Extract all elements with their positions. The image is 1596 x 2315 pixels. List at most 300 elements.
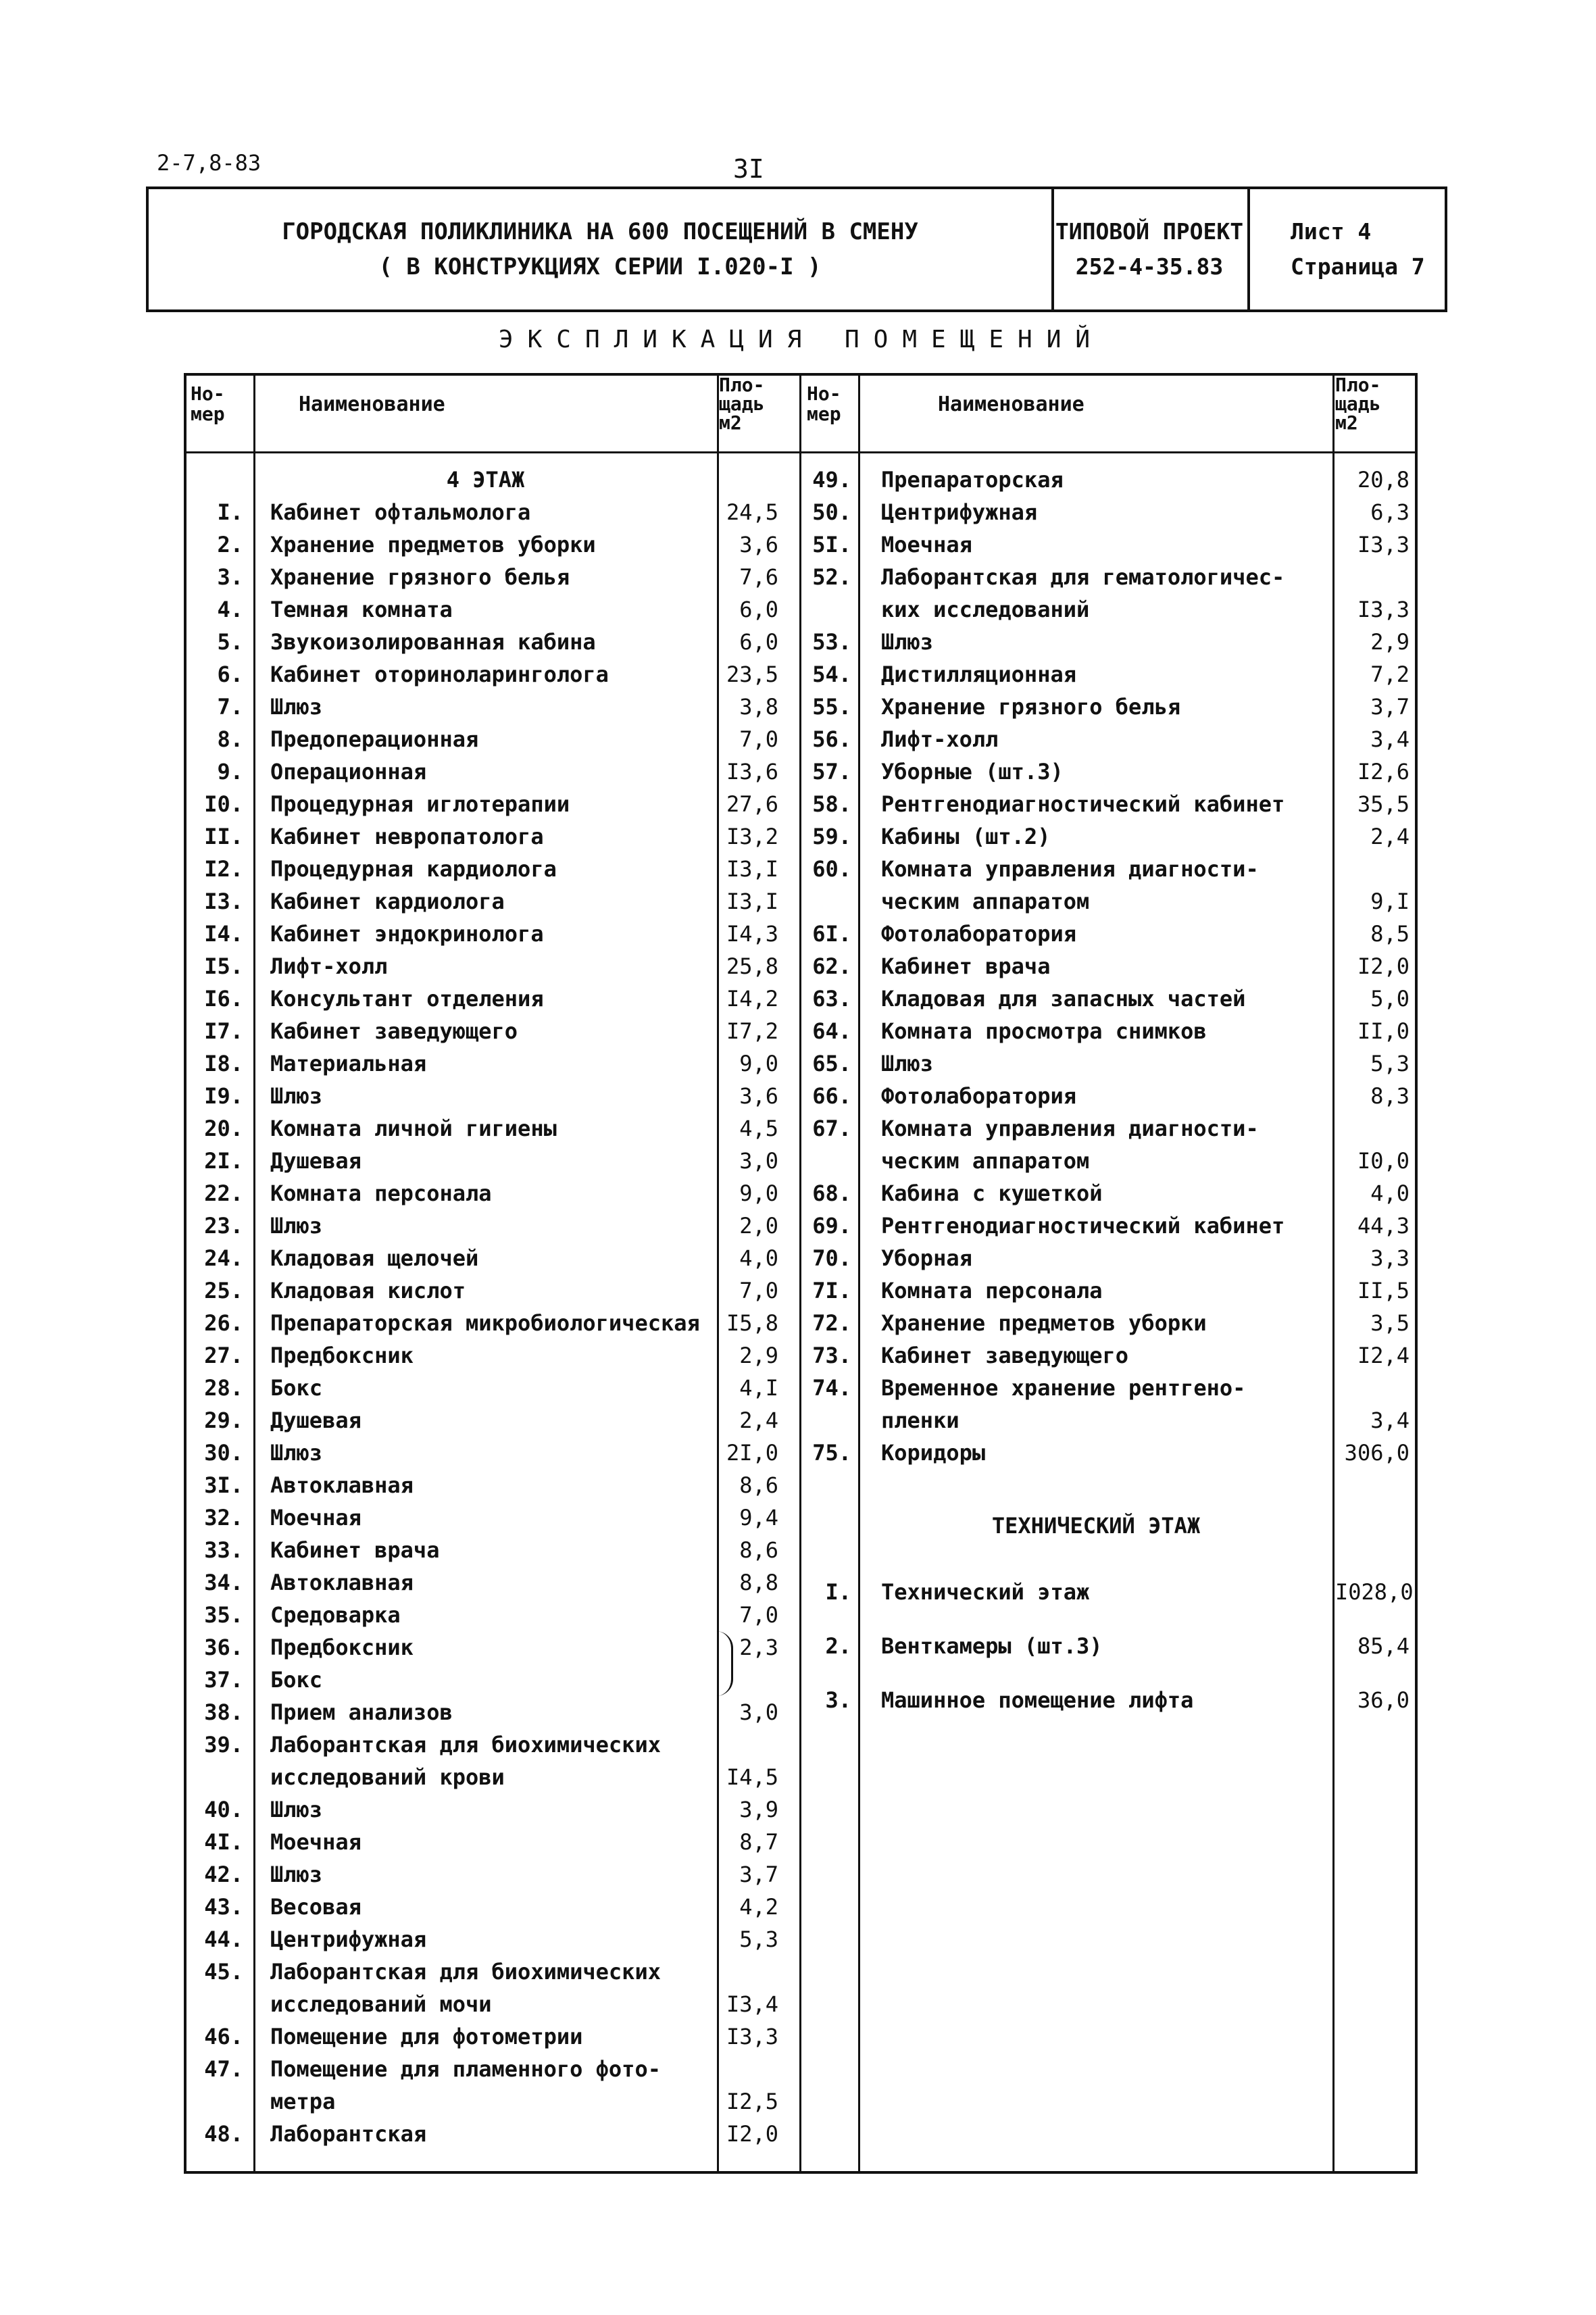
room-name: Бокс — [270, 1667, 323, 1693]
room-area: 9,4 — [739, 1505, 778, 1530]
table-row — [186, 885, 1415, 918]
header-num: Но- мер — [191, 382, 225, 425]
table-row — [186, 755, 1415, 788]
room-area: I3,3 — [1357, 532, 1410, 557]
room-number: I8. — [204, 1051, 243, 1076]
room-number: 75. — [812, 1440, 851, 1466]
table-row — [186, 2118, 1415, 2150]
room-area: I3,I — [726, 889, 778, 914]
room-number: I3. — [204, 889, 243, 914]
room-number: 55. — [812, 694, 851, 720]
room-area: 4,2 — [739, 1894, 778, 1920]
room-name: Звукоизолированная кабина — [270, 629, 596, 655]
room-name: Кабинет заведующего — [881, 1343, 1129, 1368]
room-number: 74. — [812, 1375, 851, 1401]
room-area: 9,I — [1370, 889, 1410, 914]
room-area: I2,5 — [726, 2089, 778, 2114]
document-title: ЭКСПЛИКАЦИЯ ПОМЕЩЕНИЙ — [498, 326, 1105, 353]
room-number: 68. — [812, 1180, 851, 1206]
room-name: Шлюз — [270, 1083, 323, 1109]
room-area: 7,0 — [739, 1278, 778, 1303]
room-area: 306,0 — [1344, 1440, 1410, 1466]
table-row — [186, 1728, 1415, 1790]
table-row — [186, 464, 1415, 496]
room-number: 24. — [204, 1245, 243, 1271]
table-row — [186, 1469, 1415, 1501]
room-name-cont: ческим аппаратом — [881, 889, 1090, 914]
header-name: Наименование — [938, 393, 1084, 416]
room-number: 53. — [812, 629, 851, 655]
room-number: 22. — [204, 1180, 243, 1206]
room-area: 6,0 — [739, 629, 778, 655]
room-area: I4,3 — [726, 921, 778, 947]
project-code-cell — [1051, 189, 1250, 309]
room-number: 57. — [812, 759, 851, 785]
room-area: I028,0 — [1335, 1579, 1414, 1605]
room-number: 4. — [217, 597, 243, 622]
room-number: I7. — [204, 1018, 243, 1044]
table-row — [186, 658, 1415, 691]
room-area: 23,5 — [726, 662, 778, 687]
room-name: Моечная — [881, 532, 972, 557]
rooms-table — [184, 373, 1418, 2174]
table-row — [186, 1047, 1415, 1080]
room-name: Хранение грязного белья — [270, 564, 570, 590]
room-name: Лаборантская для биохимических — [270, 1959, 661, 1985]
project-title-line2: ( В КОНСТРУКЦИЯХ СЕРИИ I.020-I ) — [378, 253, 822, 280]
room-name: Кабинет кардиолога — [270, 889, 505, 914]
room-area: 8,8 — [739, 1570, 778, 1595]
room-number: 36. — [204, 1635, 243, 1660]
room-area: 36,0 — [1357, 1687, 1410, 1713]
room-name: Фотолаборатория — [881, 1083, 1076, 1109]
room-name-cont: исследований мочи — [270, 1991, 492, 2017]
room-area: 8,7 — [739, 1829, 778, 1855]
room-area: 2,4 — [739, 1408, 778, 1433]
room-name: Кабинет заведующего — [270, 1018, 518, 1044]
room-name: Шлюз — [881, 629, 934, 655]
room-area: I2,0 — [726, 2121, 778, 2147]
room-number: 7I. — [812, 1278, 851, 1303]
room-area: 3,7 — [1370, 694, 1410, 720]
header-area: Пло- щадь м2 — [719, 374, 765, 434]
room-area: I3,3 — [726, 2024, 778, 2049]
room-area: 3,7 — [739, 1862, 778, 1887]
table-row — [186, 723, 1415, 755]
room-area: 85,4 — [1357, 1633, 1410, 1659]
room-number: I. — [217, 499, 243, 525]
room-number: 7. — [217, 694, 243, 720]
room-name: Душевая — [270, 1408, 361, 1433]
room-number: 56. — [812, 726, 851, 752]
room-number: 5. — [217, 629, 243, 655]
table-row — [186, 1339, 1415, 1372]
table-row — [186, 1576, 1415, 1608]
table-row — [186, 1858, 1415, 1891]
sheet-cell — [1250, 189, 1445, 309]
room-name: Машинное помещение лифта — [881, 1687, 1194, 1713]
room-number: 63. — [812, 986, 851, 1012]
room-number: 60. — [812, 856, 851, 882]
room-number: 52. — [812, 564, 851, 590]
table-row — [186, 1015, 1415, 1047]
room-name: Кабинет врача — [270, 1537, 440, 1563]
room-area: I3,I — [726, 856, 778, 882]
room-number: 73. — [812, 1343, 851, 1368]
room-number: I5. — [204, 953, 243, 979]
room-name: Кладовая щелочей — [270, 1245, 479, 1271]
section-heading-technical-floor: ТЕХНИЧЕСКИЙ ЭТАЖ — [991, 1513, 1201, 1539]
room-area: I4,5 — [726, 1764, 778, 1790]
room-number: 3I. — [204, 1472, 243, 1498]
room-number: 5I. — [812, 532, 851, 557]
room-number: 9. — [217, 759, 243, 785]
room-number: I9. — [204, 1083, 243, 1109]
room-area: I0,0 — [1357, 1148, 1410, 1174]
room-number: 25. — [204, 1278, 243, 1303]
room-number: 8. — [217, 726, 243, 752]
room-area: 2,9 — [1370, 629, 1410, 655]
room-number: 48. — [204, 2121, 243, 2147]
room-area: 3,3 — [1370, 1245, 1410, 1271]
room-area: 3,6 — [739, 1083, 778, 1109]
room-name: Предбоксник — [270, 1635, 414, 1660]
room-area: 4,I — [739, 1375, 778, 1401]
room-number: 66. — [812, 1083, 851, 1109]
room-name: Комната управления диагности- — [881, 856, 1259, 882]
page-number: 3I — [733, 154, 764, 184]
room-number: I2. — [204, 856, 243, 882]
room-number: 67. — [812, 1116, 851, 1141]
room-name: Прием анализов — [270, 1699, 453, 1725]
table-row — [186, 918, 1415, 950]
room-area: 6,3 — [1370, 499, 1410, 525]
room-name: Операционная — [270, 759, 427, 785]
room-name: Шлюз — [270, 1862, 323, 1887]
room-name: Уборная — [881, 1245, 972, 1271]
room-name: Материальная — [270, 1051, 427, 1076]
room-number: 45. — [204, 1959, 243, 1985]
room-name: Весовая — [270, 1894, 361, 1920]
room-name: Временное хранение рентгено- — [881, 1375, 1246, 1401]
room-area: 4,0 — [1370, 1180, 1410, 1206]
room-number: I. — [825, 1579, 851, 1605]
room-name: Кабинет врача — [881, 953, 1051, 979]
room-name-cont: метра — [270, 2089, 336, 2114]
room-area: 3,0 — [739, 1699, 778, 1725]
page-label: Страница 7 — [1291, 253, 1425, 280]
room-name: Хранение предметов уборки — [270, 532, 596, 557]
room-name: Кладовая для запасных частей — [881, 986, 1246, 1012]
room-name-cont: ческим аппаратом — [881, 1148, 1090, 1174]
room-area: 4,5 — [739, 1116, 778, 1141]
room-number: I0. — [204, 791, 243, 817]
room-number: I4. — [204, 921, 243, 947]
room-name: Кладовая кислот — [270, 1278, 466, 1303]
room-name: Лифт-холл — [270, 953, 388, 979]
room-number: 34. — [204, 1570, 243, 1595]
room-number: 35. — [204, 1602, 243, 1628]
room-name: Комната персонала — [270, 1180, 492, 1206]
room-area: 3,4 — [1370, 1408, 1410, 1433]
room-area: 3,9 — [739, 1797, 778, 1822]
room-name: Рентгенодиагностический кабинет — [881, 1213, 1285, 1239]
room-number: 49. — [812, 467, 851, 493]
room-area: I2,6 — [1357, 759, 1410, 785]
room-name: Душевая — [270, 1148, 361, 1174]
room-area: 2,9 — [739, 1343, 778, 1368]
room-number: 2. — [825, 1633, 851, 1659]
room-area: 3,5 — [1370, 1310, 1410, 1336]
room-name: Процедурная кардиолога — [270, 856, 557, 882]
room-area: I2,0 — [1357, 953, 1410, 979]
room-number: 59. — [812, 824, 851, 849]
room-name: Центрифужная — [270, 1926, 427, 1952]
room-name: Хранение грязного белья — [881, 694, 1181, 720]
room-area: 8,6 — [739, 1537, 778, 1563]
room-number: 38. — [204, 1699, 243, 1725]
room-name: Автоклавная — [270, 1472, 414, 1498]
table-row — [186, 2020, 1415, 2053]
room-name: Технический этаж — [881, 1579, 1090, 1605]
room-number: 43. — [204, 1894, 243, 1920]
room-name: Кабинет оториноларинголога — [270, 662, 609, 687]
room-area: 7,2 — [1370, 662, 1410, 687]
room-number: 39. — [204, 1732, 243, 1758]
room-area: 4,0 — [739, 1245, 778, 1271]
room-area: 3,8 — [739, 694, 778, 720]
room-number: 44. — [204, 1926, 243, 1952]
table-row — [186, 1307, 1415, 1339]
room-number: 29. — [204, 1408, 243, 1433]
table-row — [186, 1177, 1415, 1210]
room-name: Центрифужная — [881, 499, 1038, 525]
sheet-number: Лист 4 — [1291, 218, 1372, 245]
room-name: Средоварка — [270, 1602, 401, 1628]
table-row — [186, 1630, 1415, 1662]
room-name: Шлюз — [881, 1051, 934, 1076]
table-row — [186, 1891, 1415, 1923]
room-area: I4,2 — [726, 986, 778, 1012]
table-row — [186, 1145, 1415, 1177]
project-label: ТИПОВОЙ ПРОЕКТ — [1055, 218, 1244, 245]
room-number: 47. — [204, 2056, 243, 2082]
room-number: 23. — [204, 1213, 243, 1239]
room-area: I3,6 — [726, 759, 778, 785]
room-area: I3,4 — [726, 1991, 778, 2017]
room-name: Шлюз — [270, 694, 323, 720]
table-row — [186, 691, 1415, 723]
room-area: I5,8 — [726, 1310, 778, 1336]
room-name: Комната управления диагности- — [881, 1116, 1259, 1141]
room-name: Коридоры — [881, 1440, 986, 1466]
room-name: Консультант отделения — [270, 986, 544, 1012]
room-number: 58. — [812, 791, 851, 817]
room-area: 3,4 — [1370, 726, 1410, 752]
room-number: 54. — [812, 662, 851, 687]
room-name: Кабинет невропатолога — [270, 824, 544, 849]
room-name: Бокс — [270, 1375, 323, 1401]
table-row — [186, 1274, 1415, 1307]
room-name: Шлюз — [270, 1213, 323, 1239]
room-name: Комната личной гигиены — [270, 1116, 557, 1141]
table-row — [186, 1684, 1415, 1716]
table-row — [186, 1826, 1415, 1858]
room-name: Кабина с кушеткой — [881, 1180, 1103, 1206]
table-row — [186, 820, 1415, 853]
table-row — [186, 1793, 1415, 1826]
room-number: 2I. — [204, 1148, 243, 1174]
table-row — [186, 528, 1415, 561]
room-name: Предбоксник — [270, 1343, 414, 1368]
room-area: 9,0 — [739, 1051, 778, 1076]
room-area: 7,0 — [739, 726, 778, 752]
room-number: 42. — [204, 1862, 243, 1887]
header-name: Наименование — [299, 393, 445, 416]
table-row — [186, 1923, 1415, 1956]
room-number: 27. — [204, 1343, 243, 1368]
room-number: II. — [204, 824, 243, 849]
room-name: Лаборантская для гематологичес- — [881, 564, 1285, 590]
table-row — [186, 1242, 1415, 1274]
room-number: 20. — [204, 1116, 243, 1141]
room-name: Хранение предметов уборки — [881, 1310, 1207, 1336]
room-name: Кабины (шт.2) — [881, 824, 1051, 849]
room-area: 5,3 — [739, 1926, 778, 1952]
table-row — [186, 2053, 1415, 2114]
room-number: 72. — [812, 1310, 851, 1336]
room-area: I7,2 — [726, 1018, 778, 1044]
room-number: 37. — [204, 1667, 243, 1693]
room-name: Кабинет офтальмолога — [270, 499, 531, 525]
room-number: 50. — [812, 499, 851, 525]
table-row — [186, 496, 1415, 528]
room-area: 25,8 — [726, 953, 778, 979]
room-area: 27,6 — [726, 791, 778, 817]
room-name: Рентгенодиагностический кабинет — [881, 791, 1285, 817]
room-area: 3,6 — [739, 532, 778, 557]
header-area: Пло- щадь м2 — [1335, 374, 1381, 434]
room-name: Кабинет эндокринолога — [270, 921, 544, 947]
room-number: 30. — [204, 1440, 243, 1466]
room-name: Процедурная иглотерапии — [270, 791, 570, 817]
room-name: Помещение для фотометрии — [270, 2024, 583, 2049]
room-name: Фотолаборатория — [881, 921, 1076, 947]
room-area: II,0 — [1357, 1018, 1410, 1044]
room-number: 64. — [812, 1018, 851, 1044]
project-title-line1: ГОРОДСКАЯ ПОЛИКЛИНИКА НА 600 ПОСЕЩЕНИЙ В СМЕНУ — [282, 218, 918, 245]
room-area: 8,3 — [1370, 1083, 1410, 1109]
room-name: Комната персонала — [881, 1278, 1103, 1303]
room-area: 20,8 — [1357, 467, 1410, 493]
room-name: Венткамеры (шт.3) — [881, 1633, 1103, 1659]
room-number: 2. — [217, 532, 243, 557]
title-block — [146, 186, 1447, 312]
room-name: Шлюз — [270, 1440, 323, 1466]
room-name: Шлюз — [270, 1797, 323, 1822]
room-number: 3. — [217, 564, 243, 590]
section-heading-4th-floor: 4 ЭТАЖ — [446, 467, 525, 493]
room-name: Лифт-холл — [881, 726, 999, 752]
room-name: Лаборантская — [270, 2121, 427, 2147]
room-name: Препараторская микробиологическая — [270, 1310, 700, 1336]
room-name: Моечная — [270, 1505, 361, 1530]
room-area: 2I,0 — [726, 1440, 778, 1466]
room-name: Препараторская — [881, 467, 1064, 493]
room-number: 40. — [204, 1797, 243, 1822]
room-number: 28. — [204, 1375, 243, 1401]
room-area: 35,5 — [1357, 791, 1410, 817]
room-area: 9,0 — [739, 1180, 778, 1206]
room-name-cont: исследований крови — [270, 1764, 505, 1790]
room-area: 2,3 — [739, 1635, 778, 1660]
room-number: 3. — [825, 1687, 851, 1713]
room-number: 65. — [812, 1051, 851, 1076]
room-area: 7,6 — [739, 564, 778, 590]
room-area: 6,0 — [739, 597, 778, 622]
room-number: 70. — [812, 1245, 851, 1271]
table-row — [186, 1437, 1415, 1469]
room-area: 8,6 — [739, 1472, 778, 1498]
header-num: Но- мер — [807, 382, 841, 425]
room-number: 32. — [204, 1505, 243, 1530]
room-area: 2,0 — [739, 1213, 778, 1239]
room-number: 26. — [204, 1310, 243, 1336]
table-row — [186, 1080, 1415, 1112]
table-row — [186, 593, 1415, 626]
table-row — [186, 1956, 1415, 2017]
room-area: II,5 — [1357, 1278, 1410, 1303]
room-name: Темная комната — [270, 597, 453, 622]
room-area: I2,4 — [1357, 1343, 1410, 1368]
room-name: Комната просмотра снимков — [881, 1018, 1207, 1044]
table-row — [186, 982, 1415, 1015]
document-code: 2-7,8-83 — [157, 150, 261, 176]
room-area: 44,3 — [1357, 1213, 1410, 1239]
room-name-cont: ких исследований — [881, 597, 1090, 622]
header-divider — [186, 451, 1415, 453]
table-row — [186, 1404, 1415, 1437]
room-number: I6. — [204, 986, 243, 1012]
room-name: Помещение для пламенного фото- — [270, 2056, 661, 2082]
room-number: 4I. — [204, 1829, 243, 1855]
room-number: 62. — [812, 953, 851, 979]
room-name: Лаборантская для биохимических — [270, 1732, 661, 1758]
room-name: Уборные (шт.3) — [881, 759, 1064, 785]
room-number: 6. — [217, 662, 243, 687]
room-area: 5,0 — [1370, 986, 1410, 1012]
room-area: 8,5 — [1370, 921, 1410, 947]
room-area: 7,0 — [739, 1602, 778, 1628]
room-number: 69. — [812, 1213, 851, 1239]
room-area: 2,4 — [1370, 824, 1410, 849]
room-number: 6I. — [812, 921, 851, 947]
table-row — [186, 788, 1415, 820]
table-row — [186, 1210, 1415, 1242]
room-number: 33. — [204, 1537, 243, 1563]
table-row — [186, 626, 1415, 658]
project-title-cell — [149, 189, 1054, 309]
room-area: 3,0 — [739, 1148, 778, 1174]
room-name-cont: пленки — [881, 1408, 959, 1433]
room-area: I3,3 — [1357, 597, 1410, 622]
room-name: Автоклавная — [270, 1570, 414, 1595]
room-area: I3,2 — [726, 824, 778, 849]
project-code: 252-4-35.83 — [1075, 253, 1224, 280]
room-area: 24,5 — [726, 499, 778, 525]
room-name: Предоперационная — [270, 726, 479, 752]
room-name: Моечная — [270, 1829, 361, 1855]
